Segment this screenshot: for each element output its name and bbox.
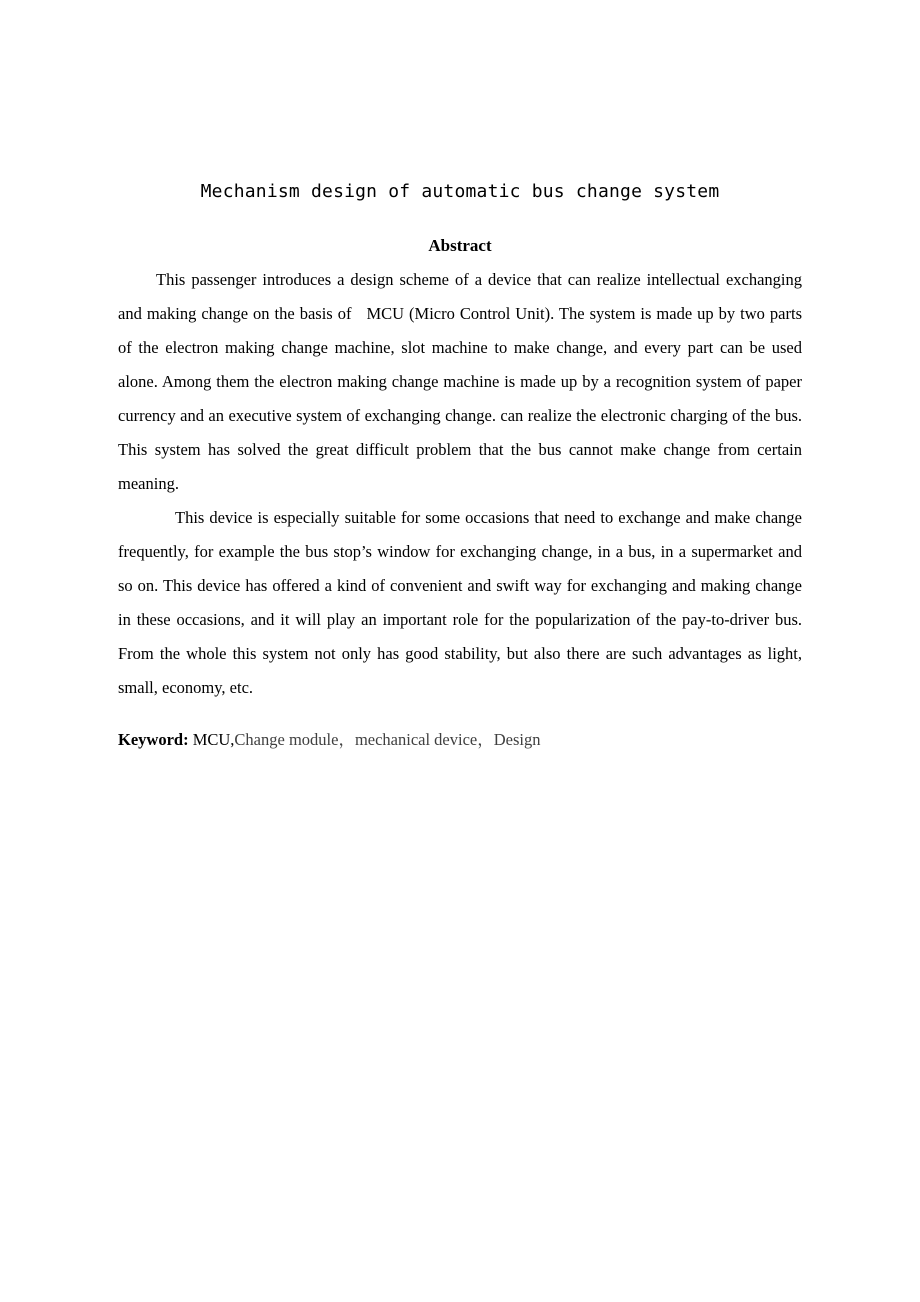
- keywords-line: [118, 728, 802, 752]
- abstract-paragraph-2: This device is especially suitable for some occasions that need to exchange and make change frequently, for example the bus stop’s window for exchanging change, in a bus, in a supermarket and so on. This device has offered a kind of convenient and swift way for exchanging and making change in these occasions, and it will play an important role for the popularization of the pay-to-driver bus. From the whole this system not only has good stability, but also there are such advantages as light, small, economy, etc.: [118, 508, 802, 697]
- keyword-mcu: MCU,: [188, 730, 235, 749]
- abstract-heading: Abstract: [428, 236, 492, 255]
- keywords-list: Change module，mechanical device，Design: [234, 730, 541, 749]
- document-title: Mechanism design of automatic bus change system: [200, 181, 720, 202]
- keywords-label: Keyword:: [118, 730, 189, 749]
- abstract-paragraph-1: This passenger introduces a design scheme of a device that can realize intellectual exchanging and making change on the basis of MCU (Micro Control Unit). The system is made up by two parts of the electron making change machine, slot machine to make change, and every part can be used alone. Among them the electron making change machine is made up by a recognition system of paper currency and an executive system of exchanging change. can realize the electronic charging of the bus. This system has solved the great difficult problem that the bus cannot make change from certain meaning.: [118, 270, 802, 493]
